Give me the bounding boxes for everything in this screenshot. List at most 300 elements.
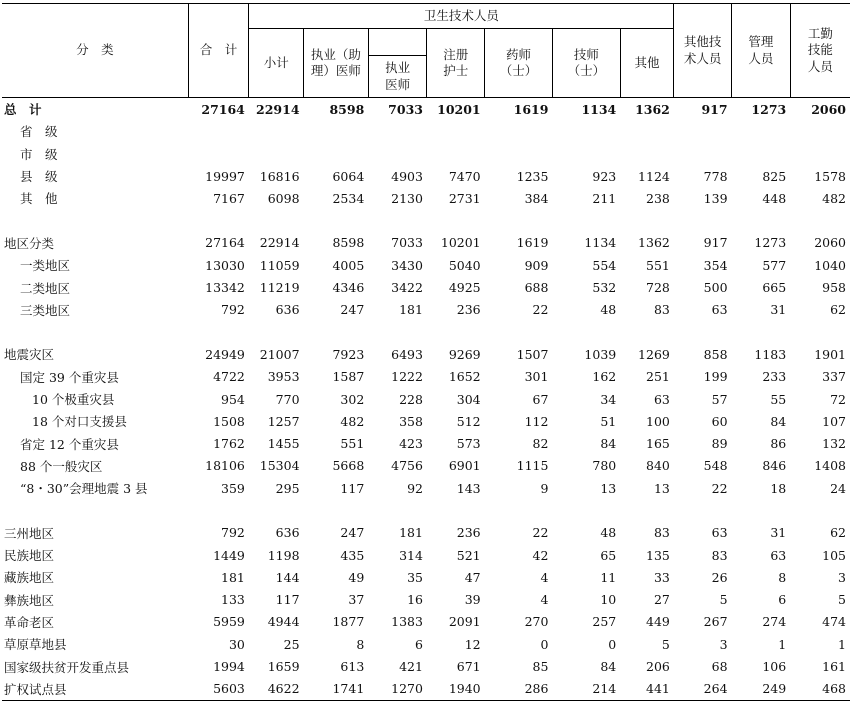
table-row: [2, 678, 850, 701]
cell-value: 4005: [332, 257, 365, 273]
cell-value: [368, 120, 427, 142]
cell-value: 1507: [516, 346, 549, 362]
cell-value: 22: [711, 480, 728, 496]
cell-value: 6098: [267, 190, 300, 206]
cell-value: 72: [830, 391, 846, 407]
cell-value: 5668: [332, 458, 365, 474]
cell-value: 448: [762, 190, 787, 206]
cell-value: 1222: [391, 369, 423, 385]
cell-value: [427, 143, 485, 165]
row-label: 地区分类: [4, 235, 55, 251]
cell-value: [485, 120, 553, 142]
table-row: [2, 232, 850, 254]
table-row: [2, 276, 850, 298]
cell-value: 5: [838, 592, 846, 608]
cell-value: 37: [348, 592, 365, 608]
cell-value: 165: [646, 436, 670, 452]
cell-value: 4346: [332, 280, 365, 296]
row-label: “8・30”会理地震 3 县: [20, 481, 148, 497]
cell-value: 60: [711, 413, 728, 429]
cell-value: 384: [524, 190, 549, 206]
cell-value: 2060: [814, 235, 846, 251]
cell-value: 1901: [814, 346, 846, 362]
cell-value: 304: [456, 391, 481, 407]
table-row: [2, 633, 850, 655]
cell-value: 1940: [427, 678, 485, 701]
cell-value: 21007: [259, 346, 300, 362]
cell-value: 2130: [391, 190, 423, 206]
cell-value: 1040: [814, 257, 846, 273]
cell-value: 688: [524, 280, 549, 296]
cell-value: 1619: [513, 101, 549, 117]
cell-value: 337: [822, 369, 846, 385]
cell-value: 19997: [205, 168, 245, 184]
cell-value: 500: [703, 280, 728, 296]
row-label: 民族地区: [4, 548, 55, 564]
row-label: 省定 12 个重灾县: [20, 436, 119, 452]
cell-value: 85: [532, 659, 549, 675]
cell-value: 68: [711, 659, 728, 675]
cell-value: 133: [221, 592, 245, 608]
cell-value: 117: [340, 480, 365, 496]
cell-value: 84: [600, 436, 617, 452]
header-health-tech: 卫生技术人员: [249, 4, 674, 29]
cell-value: 958: [822, 280, 846, 296]
table-row: [2, 611, 850, 633]
cell-value: 825: [762, 168, 787, 184]
cell-value: 181: [399, 525, 423, 541]
row-label: 省 级: [20, 124, 58, 140]
cell-value: 1587: [332, 369, 365, 385]
cell-value: 31: [770, 302, 787, 318]
cell-value: 11059: [259, 257, 300, 273]
cell-value: 22914: [259, 235, 300, 251]
cell-value: 13030: [205, 257, 245, 273]
cell-value: 89: [711, 436, 728, 452]
cell-value: [368, 143, 427, 165]
header-category: 分 类: [2, 4, 188, 98]
cell-value: [188, 143, 249, 165]
cell-value: [790, 143, 850, 165]
header-worker: 工勤技能人员: [790, 4, 850, 98]
table-row: [2, 589, 850, 611]
cell-value: 295: [275, 480, 300, 496]
cell-value: 4925: [448, 280, 481, 296]
cell-value: 16816: [259, 168, 300, 184]
row-label: 藏族地区: [4, 570, 55, 586]
cell-value: 83: [653, 525, 670, 541]
cell-value: 1652: [448, 369, 481, 385]
cell-value: 1659: [267, 659, 300, 675]
cell-value: 770: [275, 391, 300, 407]
table-row: [2, 143, 850, 165]
cell-value: 1: [838, 636, 846, 652]
cell-value: 27: [653, 592, 670, 608]
cell-value: 214: [552, 678, 620, 701]
row-label: 二类地区: [20, 280, 71, 296]
cell-value: 9: [540, 480, 549, 496]
cell-value: 51: [600, 413, 617, 429]
cell-value: 62: [830, 302, 846, 318]
cell-value: 24949: [205, 346, 245, 362]
cell-value: 923: [592, 168, 617, 184]
cell-value: 577: [762, 257, 787, 273]
cell-value: [552, 120, 620, 142]
row-label: 10 个极重灾县: [32, 392, 115, 407]
table-row: [2, 522, 850, 544]
cell-value: 573: [456, 436, 481, 452]
cell-value: 1273: [754, 235, 787, 251]
cell-value: 10201: [437, 101, 481, 117]
cell-value: 30: [228, 636, 245, 652]
row-label: 总 计: [4, 102, 42, 118]
cell-value: 3430: [391, 257, 423, 273]
cell-value: 233: [762, 369, 787, 385]
cell-value: 162: [592, 369, 617, 385]
table-row: [2, 366, 850, 388]
cell-value: 181: [399, 302, 423, 318]
cell-value: 8: [778, 569, 787, 585]
cell-value: 264: [674, 678, 732, 701]
cell-value: 468: [790, 678, 850, 701]
cell-value: 449: [646, 614, 670, 630]
cell-value: 4722: [213, 369, 245, 385]
cell-value: 82: [532, 436, 549, 452]
cell-value: 18106: [205, 458, 245, 474]
cell-value: 15304: [259, 458, 300, 474]
cell-value: 22: [532, 302, 549, 318]
header-other-tech: 其他技术人员: [674, 4, 732, 98]
cell-value: 521: [456, 547, 481, 563]
cell-value: 24: [830, 480, 846, 496]
cell-value: 13: [600, 480, 617, 496]
cell-value: 301: [524, 369, 549, 385]
cell-value: 47: [464, 569, 481, 585]
cell-value: 1362: [635, 101, 670, 117]
header-technician: 技师（士）: [552, 29, 620, 98]
cell-value: 551: [646, 257, 670, 273]
cell-value: 1124: [638, 168, 670, 184]
cell-value: 359: [221, 480, 245, 496]
cell-value: 554: [592, 257, 617, 273]
row-label: 草原草地县: [4, 637, 67, 653]
cell-value: [620, 143, 674, 165]
cell-value: 3: [719, 636, 728, 652]
cell-value: 421: [399, 659, 423, 675]
cell-value: 11: [600, 569, 617, 585]
table-header: [2, 4, 850, 98]
cell-value: [674, 143, 732, 165]
cell-value: 671: [456, 659, 481, 675]
cell-value: [427, 120, 485, 142]
row-label: 地震灾区: [4, 347, 55, 363]
row-label: 88 个一般灾区: [20, 458, 103, 474]
cell-value: 139: [703, 190, 728, 206]
cell-value: 5959: [213, 614, 245, 630]
cell-value: 48: [600, 302, 617, 318]
cell-value: 636: [275, 302, 300, 318]
cell-value: 238: [646, 190, 670, 206]
cell-value: 302: [340, 391, 365, 407]
cell-value: 257: [592, 614, 617, 630]
spacer-row: [2, 321, 850, 343]
cell-value: 512: [456, 413, 481, 429]
cell-value: 199: [703, 369, 728, 385]
cell-value: 34: [600, 391, 617, 407]
cell-value: 2534: [332, 190, 365, 206]
cell-value: 236: [456, 525, 481, 541]
cell-value: 5603: [188, 678, 249, 701]
row-label: 国定 39 个重灾县: [20, 369, 119, 385]
row-label: 县 级: [20, 169, 58, 185]
table-row: [2, 655, 850, 677]
cell-value: 1198: [267, 547, 300, 563]
cell-value: 2731: [448, 190, 481, 206]
cell-value: 63: [711, 302, 728, 318]
header-nurse: 注册护士: [427, 29, 485, 98]
cell-value: 22914: [256, 101, 300, 117]
cell-value: 35: [407, 569, 423, 585]
cell-value: 354: [703, 257, 728, 273]
cell-value: 270: [524, 614, 549, 630]
cell-value: 9269: [448, 346, 481, 362]
cell-value: 105: [822, 547, 846, 563]
cell-value: 27164: [201, 101, 245, 117]
cell-value: 22: [532, 525, 549, 541]
cell-value: 251: [646, 369, 670, 385]
table-row: [2, 120, 850, 142]
cell-value: 4903: [391, 168, 423, 184]
cell-value: 132: [822, 436, 846, 452]
cell-value: 1039: [584, 346, 617, 362]
header-subtotal: 小计: [249, 29, 304, 98]
cell-value: 39: [464, 592, 481, 608]
cell-value: 6901: [448, 458, 481, 474]
table-row: [2, 432, 850, 454]
cell-value: 4756: [391, 458, 423, 474]
row-label: 扩权试点县: [2, 678, 188, 701]
cell-value: 33: [653, 569, 670, 585]
cell-value: 441: [620, 678, 674, 701]
header-other: 其他: [620, 29, 674, 98]
cell-value: 551: [340, 436, 365, 452]
table-row: [2, 455, 850, 477]
cell-value: 4944: [267, 614, 300, 630]
row-label: 其 他: [20, 191, 58, 207]
cell-value: 26: [711, 569, 728, 585]
cell-value: 909: [524, 257, 549, 273]
cell-value: 27164: [205, 235, 245, 251]
cell-value: 1455: [267, 436, 300, 452]
cell-value: 1134: [581, 101, 617, 117]
header-total: 合 计: [188, 4, 249, 98]
cell-value: 117: [275, 592, 300, 608]
cell-value: 1235: [516, 168, 549, 184]
cell-value: 3422: [391, 280, 423, 296]
cell-value: [249, 120, 304, 142]
cell-value: 954: [221, 391, 245, 407]
table-row: [2, 343, 850, 365]
cell-value: 83: [711, 547, 728, 563]
cell-value: 1134: [584, 235, 617, 251]
cell-value: 3: [838, 569, 846, 585]
cell-value: 5: [719, 592, 728, 608]
cell-value: 728: [646, 280, 670, 296]
cell-value: 1383: [391, 614, 423, 630]
cell-value: 83: [653, 302, 670, 318]
cell-value: 12: [464, 636, 481, 652]
cell-value: 613: [340, 659, 365, 675]
cell-value: 314: [399, 547, 423, 563]
cell-value: [188, 120, 249, 142]
cell-value: 0: [540, 636, 549, 652]
row-label: 彝族地区: [4, 592, 55, 608]
cell-value: 274: [762, 614, 787, 630]
row-label: 市 级: [20, 146, 58, 162]
cell-value: 2091: [448, 614, 481, 630]
cell-value: 1273: [751, 101, 787, 117]
cell-value: 144: [275, 569, 300, 585]
cell-value: 435: [340, 547, 365, 563]
table-row: [2, 299, 850, 321]
cell-value: 3953: [267, 369, 300, 385]
cell-value: 1362: [638, 235, 670, 251]
header-physician: 执业医师: [368, 56, 427, 98]
cell-value: 1741: [304, 678, 369, 701]
cell-value: 63: [653, 391, 670, 407]
cell-value: 228: [399, 391, 423, 407]
header-pharmacist: 药师（士）: [485, 29, 553, 98]
cell-value: 780: [592, 458, 617, 474]
cell-value: 1115: [516, 458, 549, 474]
cell-value: 143: [456, 480, 481, 496]
cell-value: 65: [600, 547, 617, 563]
cell-value: 63: [711, 525, 728, 541]
cell-value: 2060: [811, 101, 846, 117]
cell-value: 13: [653, 480, 670, 496]
cell-value: [732, 143, 791, 165]
header-licensed-physician: 执业（助理）医师: [304, 29, 369, 98]
row-label: 三类地区: [20, 302, 71, 318]
cell-value: 1449: [213, 547, 245, 563]
cell-value: 86: [770, 436, 787, 452]
cell-value: 267: [703, 614, 728, 630]
cell-value: 181: [221, 569, 245, 585]
row-label: 革命老区: [4, 614, 55, 630]
cell-value: 286: [485, 678, 553, 701]
table-row: [2, 98, 850, 121]
cell-value: 10201: [440, 235, 481, 251]
table-row: [2, 566, 850, 588]
table-row: [2, 388, 850, 410]
health-staff-table: [2, 3, 850, 701]
cell-value: 112: [524, 413, 549, 429]
cell-value: [304, 120, 369, 142]
cell-value: 917: [701, 101, 728, 117]
cell-value: 1270: [368, 678, 427, 701]
cell-value: [674, 120, 732, 142]
cell-value: 4: [540, 592, 549, 608]
cell-value: 665: [762, 280, 787, 296]
cell-value: 840: [646, 458, 670, 474]
cell-value: 13342: [205, 280, 245, 296]
cell-value: 7470: [448, 168, 481, 184]
table-row: [2, 477, 850, 499]
cell-value: 7923: [332, 346, 365, 362]
cell-value: 1: [778, 636, 787, 652]
cell-value: 16: [407, 592, 423, 608]
cell-value: 917: [703, 235, 728, 251]
cell-value: 4622: [249, 678, 304, 701]
cell-value: 48: [600, 525, 617, 541]
cell-value: 548: [703, 458, 728, 474]
cell-value: 858: [703, 346, 728, 362]
cell-value: 7033: [391, 235, 423, 251]
cell-value: 1508: [213, 413, 245, 429]
cell-value: 1762: [213, 436, 245, 452]
cell-value: 6493: [391, 346, 423, 362]
cell-value: [249, 143, 304, 165]
cell-value: 63: [770, 547, 787, 563]
cell-value: 4: [540, 569, 549, 585]
table-row: [2, 544, 850, 566]
cell-value: 55: [770, 391, 787, 407]
cell-value: 84: [770, 413, 787, 429]
row-label: 三州地区: [4, 525, 55, 541]
table-row: [2, 165, 850, 187]
cell-value: 5040: [448, 257, 481, 273]
cell-value: [552, 143, 620, 165]
cell-value: 8598: [332, 235, 365, 251]
row-label: 国家级扶贫开发重点县: [4, 659, 130, 675]
cell-value: 236: [456, 302, 481, 318]
cell-value: 792: [221, 525, 245, 541]
cell-value: [485, 143, 553, 165]
cell-value: 31: [770, 525, 787, 541]
cell-value: 532: [592, 280, 617, 296]
cell-value: 106: [762, 659, 787, 675]
cell-value: 84: [600, 659, 617, 675]
cell-value: 57: [711, 391, 728, 407]
cell-value: [790, 120, 850, 142]
cell-value: [620, 120, 674, 142]
cell-value: 0: [608, 636, 617, 652]
cell-value: 8598: [329, 101, 365, 117]
cell-value: 206: [646, 659, 670, 675]
spacer-row: [2, 499, 850, 521]
row-label: 18 个对口支援县: [32, 414, 127, 430]
cell-value: 1994: [213, 659, 245, 675]
table-row: [2, 410, 850, 432]
cell-value: 25: [283, 636, 300, 652]
cell-value: 1408: [814, 458, 846, 474]
row-label: 一类地区: [20, 258, 71, 274]
cell-value: 11219: [259, 280, 300, 296]
cell-value: 18: [770, 480, 787, 496]
cell-value: 423: [399, 436, 423, 452]
cell-value: 49: [348, 569, 365, 585]
cell-value: 7167: [213, 190, 245, 206]
cell-value: 1619: [516, 235, 549, 251]
cell-value: 67: [532, 391, 549, 407]
cell-value: 846: [762, 458, 787, 474]
cell-value: 7033: [388, 101, 423, 117]
cell-value: 135: [646, 547, 670, 563]
cell-value: 6: [778, 592, 787, 608]
cell-value: 6064: [332, 168, 365, 184]
spacer-row: [2, 209, 850, 231]
cell-value: 5: [661, 636, 670, 652]
